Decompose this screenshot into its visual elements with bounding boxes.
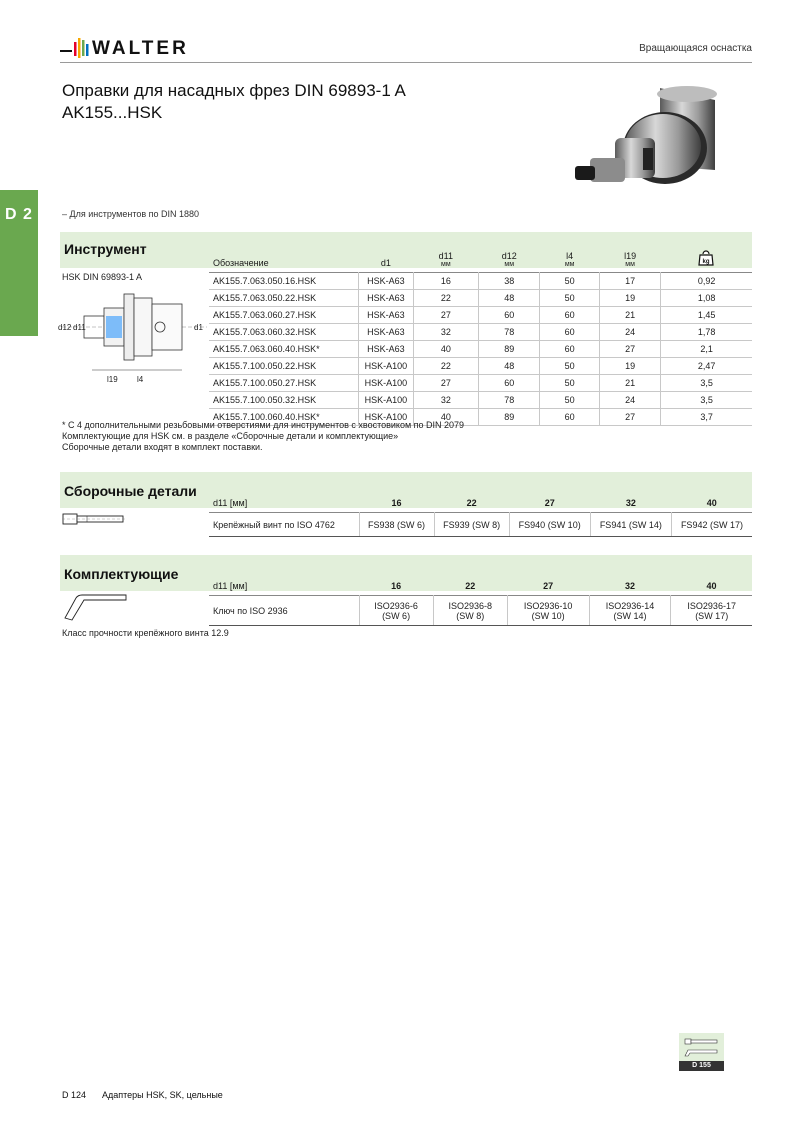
cell-l4: 50 — [540, 290, 599, 307]
cell-d12: 60 — [479, 307, 540, 324]
assembly-size: 22 — [466, 498, 477, 508]
cell-weight: 3,5 — [661, 375, 752, 392]
accessories-value: ISO2936-14 (SW 14) — [589, 596, 671, 626]
svg-text:d11: d11 — [73, 323, 86, 332]
cell-d12: 60 — [479, 375, 540, 392]
cell-l19: 27 — [599, 409, 660, 426]
cell-d1: HSK-A100 — [359, 392, 414, 409]
assembly-value: FS938 (SW 6) — [359, 513, 434, 537]
cell-designation: AK155.7.063.050.22.HSK — [209, 290, 359, 307]
cell-weight: 2,47 — [661, 358, 752, 375]
table-row — [209, 341, 752, 358]
assembly-value: FS939 (SW 8) — [434, 513, 509, 537]
product-photo — [565, 78, 725, 203]
cell-weight: 2,1 — [661, 341, 752, 358]
cell-l19: 24 — [599, 392, 660, 409]
cell-d1: HSK-A100 — [359, 409, 414, 426]
cell-designation: AK155.7.063.060.40.HSK* — [209, 341, 359, 358]
cell-designation: AK155.7.100.060.40.HSK* — [209, 409, 359, 426]
cell-l4: 50 — [540, 392, 599, 409]
cell-l19: 24 — [599, 324, 660, 341]
cell-d12: 78 — [479, 324, 540, 341]
cell-designation: AK155.7.063.050.16.HSK — [209, 273, 359, 290]
page-number: D 124 — [62, 1090, 87, 1100]
applicability-note: – Для инструментов по DIN 1880 — [62, 209, 200, 219]
cell-l19: 19 — [599, 358, 660, 375]
hex-key-icon — [62, 592, 130, 622]
assembly-section-title: Сборочные детали — [64, 483, 197, 499]
table-row — [209, 375, 752, 392]
cell-l4: 60 — [540, 324, 599, 341]
cell-d11: 22 — [413, 358, 478, 375]
assembly-row-label: Крепёжный винт по ISO 4762 — [209, 513, 359, 537]
cell-d11: 40 — [413, 341, 478, 358]
table-row — [209, 290, 752, 307]
svg-text:l19: l19 — [107, 375, 118, 384]
accessories-table — [209, 555, 752, 626]
assembly-value: FS940 (SW 10) — [509, 513, 590, 537]
cell-d12: 78 — [479, 392, 540, 409]
svg-text:kg: kg — [702, 259, 710, 265]
col-d1: d1 — [380, 258, 391, 268]
cell-d1: HSK-A63 — [359, 290, 414, 307]
page-title: Оправки для насадных фрез DIN 69893-1 A AK155...HSK — [62, 81, 406, 122]
accessories-value: ISO2936-8 (SW 8) — [433, 596, 507, 626]
table-row — [209, 273, 752, 290]
svg-text:d12: d12 — [58, 323, 72, 332]
cell-d12: 89 — [479, 341, 540, 358]
assembly-table — [209, 472, 752, 537]
assembly-value: FS942 (SW 17) — [671, 513, 752, 537]
page-section-title: Адаптеры HSK, SK, цельные — [102, 1090, 223, 1100]
assembly-size: 16 — [391, 498, 402, 508]
assembly-size: 27 — [544, 498, 555, 508]
cell-weight: 3,7 — [661, 409, 752, 426]
instrument-table — [209, 232, 752, 426]
table-row — [209, 307, 752, 324]
cell-d1: HSK-A63 — [359, 341, 414, 358]
col-l4: l4 мм — [564, 251, 575, 268]
svg-text:l4: l4 — [137, 375, 144, 384]
col-l19: l19 мм — [624, 251, 637, 268]
cross-reference-badge[interactable]: D 155 — [679, 1061, 724, 1071]
chapter-tab: D 2 — [0, 190, 38, 336]
cell-l4: 50 — [540, 273, 599, 290]
col-d11: d11 мм — [438, 251, 454, 268]
instrument-section-title: Инструмент — [64, 241, 147, 257]
cell-d11: 16 — [413, 273, 478, 290]
table-row — [209, 392, 752, 409]
accessories-value: ISO2936-17 (SW 17) — [671, 596, 752, 626]
cell-l19: 21 — [599, 307, 660, 324]
instrument-footnotes: * С 4 дополнительными резьбовыми отверстиями для инструментов с хвостовиком по DIN 2079 Комплектующие для HSK см. в разделе «Сборочные детали и комплектующие» Сборочные детали входят в комплект поставки. — [62, 420, 465, 452]
cell-d11: 32 — [413, 324, 478, 341]
cell-d1: HSK-A63 — [359, 307, 414, 324]
cell-weight: 3,5 — [661, 392, 752, 409]
accessories-header-label: d11 [мм] — [213, 581, 248, 591]
assembly-size: 32 — [625, 498, 636, 508]
accessories-size: 27 — [543, 581, 554, 591]
table-row — [209, 324, 752, 341]
accessories-section-title: Комплектующие — [64, 566, 179, 582]
cell-d11: 40 — [413, 409, 478, 426]
category-label: Вращающаяся оснастка — [639, 43, 752, 54]
header-divider — [60, 62, 752, 63]
accessories-size: 32 — [624, 581, 635, 591]
svg-text:d1: d1 — [194, 323, 203, 332]
cell-d11: 27 — [413, 307, 478, 324]
cell-d11: 32 — [413, 392, 478, 409]
cell-l4: 50 — [540, 375, 599, 392]
col-d12: d12 мм — [501, 251, 517, 268]
screw-icon — [62, 511, 126, 527]
weight-icon — [698, 250, 714, 266]
cell-designation: AK155.7.100.050.22.HSK — [209, 358, 359, 375]
cell-d11: 22 — [413, 290, 478, 307]
col-weight — [661, 232, 752, 273]
cell-l19: 19 — [599, 290, 660, 307]
cell-designation: AK155.7.063.060.32.HSK — [209, 324, 359, 341]
cell-d1: HSK-A63 — [359, 324, 414, 341]
assembly-header-label: d11 [мм] — [213, 498, 248, 508]
cell-d12: 48 — [479, 358, 540, 375]
cell-weight: 1,08 — [661, 290, 752, 307]
assembly-value: FS941 (SW 14) — [590, 513, 671, 537]
cell-l19: 17 — [599, 273, 660, 290]
assembly-size: 40 — [706, 498, 717, 508]
cell-l4: 50 — [540, 358, 599, 375]
accessories-size: 22 — [465, 581, 476, 591]
table-row — [209, 358, 752, 375]
accessories-row-label: Ключ по ISO 2936 — [209, 596, 359, 626]
cell-d12: 48 — [479, 290, 540, 307]
accessories-size: 16 — [391, 581, 402, 591]
assembly-parts-icon — [679, 1033, 724, 1061]
accessories-value: ISO2936-10 (SW 10) — [507, 596, 589, 626]
cell-l19: 27 — [599, 341, 660, 358]
cell-d11: 27 — [413, 375, 478, 392]
cell-d1: HSK-A63 — [359, 273, 414, 290]
accessories-footnote: Класс прочности крепёжного винта 12.9 — [62, 628, 229, 638]
cell-weight: 1,45 — [661, 307, 752, 324]
walter-logo-text: WALTER — [92, 38, 189, 59]
technical-drawing — [58, 286, 207, 386]
cell-l19: 21 — [599, 375, 660, 392]
cell-d12: 38 — [479, 273, 540, 290]
cell-designation: AK155.7.063.060.27.HSK — [209, 307, 359, 324]
accessories-value: ISO2936-6 (SW 6) — [359, 596, 433, 626]
shank-label: HSK DIN 69893-1 A — [62, 272, 143, 282]
cell-designation: AK155.7.100.050.32.HSK — [209, 392, 359, 409]
accessories-size: 40 — [706, 581, 717, 591]
cell-designation: AK155.7.100.050.27.HSK — [209, 375, 359, 392]
cell-l4: 60 — [540, 409, 599, 426]
cell-weight: 1,78 — [661, 324, 752, 341]
cell-l4: 60 — [540, 341, 599, 358]
cell-weight: 0,92 — [661, 273, 752, 290]
col-designation: Обозначение — [213, 258, 269, 268]
cell-d12: 89 — [479, 409, 540, 426]
cell-d1: HSK-A100 — [359, 375, 414, 392]
cell-d1: HSK-A100 — [359, 358, 414, 375]
cell-l4: 60 — [540, 307, 599, 324]
